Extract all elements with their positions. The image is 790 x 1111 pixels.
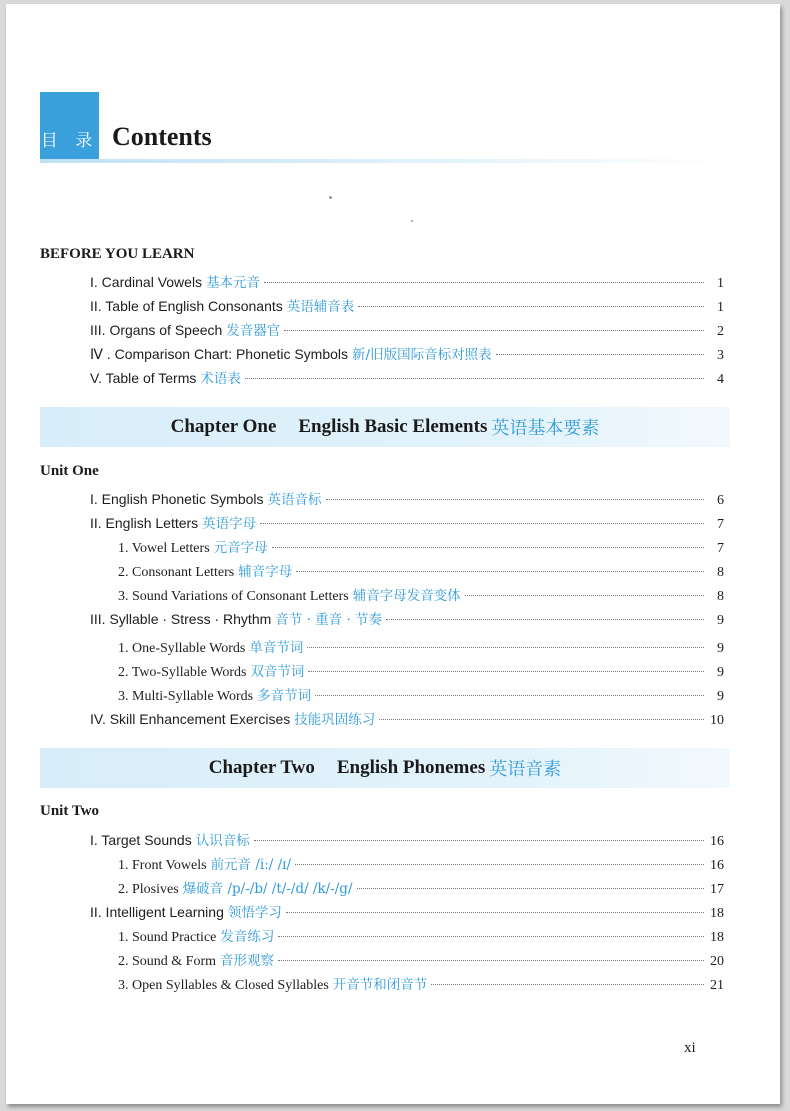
toc-entry-page: 9: [717, 689, 724, 704]
toc-entry[interactable]: [118, 925, 724, 947]
dot-leader: [326, 499, 704, 500]
section-heading-before: BEFORE YOU LEARN: [40, 246, 195, 262]
toc-entry-title: 2. Plosives: [118, 882, 179, 897]
toc-entry-page: 20: [710, 954, 724, 969]
toc-entry-title-cn: 发音器官: [226, 323, 281, 339]
toc-entry-page: 10: [710, 713, 724, 728]
toc-entry-title-cn: 爆破音 /p/-/b/ /t/-/d/ /k/-/g/: [182, 881, 353, 897]
toc-entry-title-cn: 前元音 /iː/ /ɪ/: [210, 857, 292, 873]
chapter-two-band: [40, 748, 730, 788]
toc-entry-page: 4: [717, 372, 724, 387]
chapter-title: English Basic Elements: [298, 416, 488, 437]
dot-leader: [284, 330, 704, 331]
toc-entry-title: 3. Open Syllables & Closed Syllables: [118, 978, 329, 993]
toc-entry-title: 2. Two-Syllable Words: [118, 665, 247, 680]
chapter-title: English Phonemes: [336, 757, 486, 778]
toc-entry-title-cn: 认识音标: [195, 833, 250, 849]
chapter-one-band: [40, 407, 730, 447]
toc-entry[interactable]: [118, 536, 724, 558]
toc-entry[interactable]: [90, 901, 724, 923]
toc-entry[interactable]: [118, 949, 724, 971]
toc-entry[interactable]: [90, 512, 724, 534]
toc-entry[interactable]: [118, 877, 724, 899]
toc-entry-page: 8: [717, 565, 724, 580]
dot-leader: [286, 912, 704, 913]
toc-entry[interactable]: [118, 973, 724, 995]
toc-entry[interactable]: [90, 319, 724, 341]
toc-entry-title-cn: 开音节和闭音节: [332, 977, 428, 993]
toc-entry[interactable]: [90, 271, 724, 293]
toc-entry-title: IV. Skill Enhancement Exercises: [90, 711, 291, 727]
dot-leader: [295, 864, 704, 865]
toc-entry-title: V. Table of Terms: [90, 370, 197, 386]
scan-speck: [329, 196, 332, 199]
dot-leader: [264, 282, 704, 283]
toc-entry-page: 9: [717, 665, 724, 680]
toc-entry-title: I. English Phonetic Symbols: [90, 491, 264, 507]
page-number: xi: [684, 1040, 696, 1056]
dot-leader: [254, 840, 704, 841]
toc-entry-page: 1: [717, 300, 724, 315]
contents-header: [40, 92, 728, 164]
toc-entry-page: 17: [710, 882, 724, 897]
toc-entry-title-cn: 辅音字母发音变体: [352, 588, 461, 604]
dot-leader: [386, 619, 704, 620]
toc-entry-page: 18: [710, 930, 724, 945]
toc-entry-page: 1: [717, 276, 724, 291]
section-heading-unit-one: Unit One: [40, 463, 99, 479]
toc-entry-title: 1. Front Vowels: [118, 858, 207, 873]
dot-leader: [245, 378, 704, 379]
toc-entry-title-cn: 音节 · 重音 · 节奏: [275, 612, 383, 628]
document-page: [6, 4, 780, 1104]
toc-entry-page: 21: [710, 978, 724, 993]
toc-entry[interactable]: [90, 295, 724, 317]
toc-entry-page: 2: [717, 324, 724, 339]
toc-entry-title: 3. Multi-Syllable Words: [118, 689, 254, 704]
chapter-title-cn: 英语音素: [489, 759, 562, 780]
toc-entry-title: 2. Sound & Form: [118, 954, 217, 969]
toc-entry-title: 2. Consonant Letters: [118, 565, 235, 580]
toc-entry-page: 9: [717, 641, 724, 656]
dot-leader: [315, 695, 704, 696]
toc-entry-title-cn: 基本元音: [206, 275, 261, 291]
toc-entry[interactable]: [90, 367, 724, 389]
toc-entry-title: Ⅳ . Comparison Chart: Phonetic Symbols: [90, 346, 349, 362]
toc-entry-title: I. Target Sounds: [90, 832, 192, 848]
toc-entry-page: 18: [710, 906, 724, 921]
dot-leader: [496, 354, 704, 355]
toc-entry-title-cn: 术语表: [200, 371, 241, 387]
toc-entry[interactable]: [90, 488, 724, 510]
section-heading-unit-two: Unit Two: [40, 803, 100, 819]
toc-entry[interactable]: [118, 853, 724, 875]
toc-entry-title-cn: 元音字母: [213, 540, 268, 556]
dot-leader: [465, 595, 704, 596]
dot-leader: [431, 984, 704, 985]
toc-entry[interactable]: [118, 584, 724, 606]
dot-leader: [278, 960, 704, 961]
dot-leader: [260, 523, 704, 524]
toc-entry[interactable]: [118, 684, 724, 706]
toc-entry-title: 1. One-Syllable Words: [118, 641, 246, 656]
dot-leader: [379, 719, 704, 720]
toc-entry-title-cn: 英语字母: [202, 516, 257, 532]
toc-entry-title-cn: 辅音字母: [238, 564, 293, 580]
toc-entry-page: 9: [717, 613, 724, 628]
dot-leader: [308, 671, 704, 672]
toc-entry[interactable]: [90, 343, 724, 365]
toc-entry-title-cn: 领悟学习: [227, 905, 282, 921]
chapter-title-cn: 英语基本要素: [491, 418, 600, 439]
toc-entry-title-cn: 发音练习: [220, 929, 275, 945]
dot-leader: [307, 647, 704, 648]
toc-entry-title: 3. Sound Variations of Consonant Letters: [118, 589, 349, 604]
header-rule: [40, 159, 728, 163]
dot-leader: [358, 306, 704, 307]
toc-entry-page: 16: [710, 834, 724, 849]
toc-entry-title-cn: 多音节词: [257, 688, 312, 704]
toc-entry-title: II. Intelligent Learning: [90, 904, 224, 920]
scan-speck: [411, 220, 413, 222]
toc-entry-page: 6: [717, 493, 724, 508]
dot-leader: [278, 936, 704, 937]
toc-entry-title-cn: 双音节词: [250, 664, 305, 680]
toc-entry-title-cn: 新/旧版国际音标对照表: [352, 347, 492, 363]
toc-entry-title: 1. Sound Practice: [118, 930, 217, 945]
toc-entry-page: 16: [710, 858, 724, 873]
toc-entry-page: 7: [717, 517, 724, 532]
toc-entry-page: 8: [717, 589, 724, 604]
toc-entry[interactable]: [118, 560, 724, 582]
page-title: Contents: [112, 122, 212, 151]
toc-entry-title: II. Table of English Consonants: [90, 298, 283, 314]
toc-entry-title-cn: 英语音标: [267, 492, 322, 508]
dot-leader: [272, 547, 704, 548]
toc-entry-title: III. Organs of Speech: [90, 322, 223, 338]
toc-entry-title-cn: 音形观察: [220, 953, 275, 969]
toc-entry-title: I. Cardinal Vowels: [90, 274, 203, 290]
toc-entry-title-cn: 单音节词: [249, 640, 304, 656]
toc-entry[interactable]: [90, 708, 724, 730]
chapter-number: Chapter Two: [208, 757, 315, 778]
dot-leader: [296, 571, 704, 572]
dot-leader: [357, 888, 705, 889]
toc-entry-title-cn: 技能巩固练习: [294, 712, 376, 728]
toc-entry[interactable]: [118, 636, 724, 658]
toc-entry-title: II. English Letters: [90, 515, 199, 531]
toc-entry[interactable]: [90, 829, 724, 851]
toc-entry[interactable]: [90, 608, 724, 630]
header-badge: 目 录: [40, 92, 99, 160]
toc-entry-title-cn: 英语辅音表: [286, 299, 355, 315]
toc-entry-title: III. Syllable · Stress · Rhythm: [90, 611, 272, 627]
toc-entry-page: 3: [717, 348, 724, 363]
toc-entry-page: 7: [717, 541, 724, 556]
toc-entry[interactable]: [118, 660, 724, 682]
chapter-number: Chapter One: [170, 416, 277, 437]
toc-entry-title: 1. Vowel Letters: [118, 541, 210, 556]
